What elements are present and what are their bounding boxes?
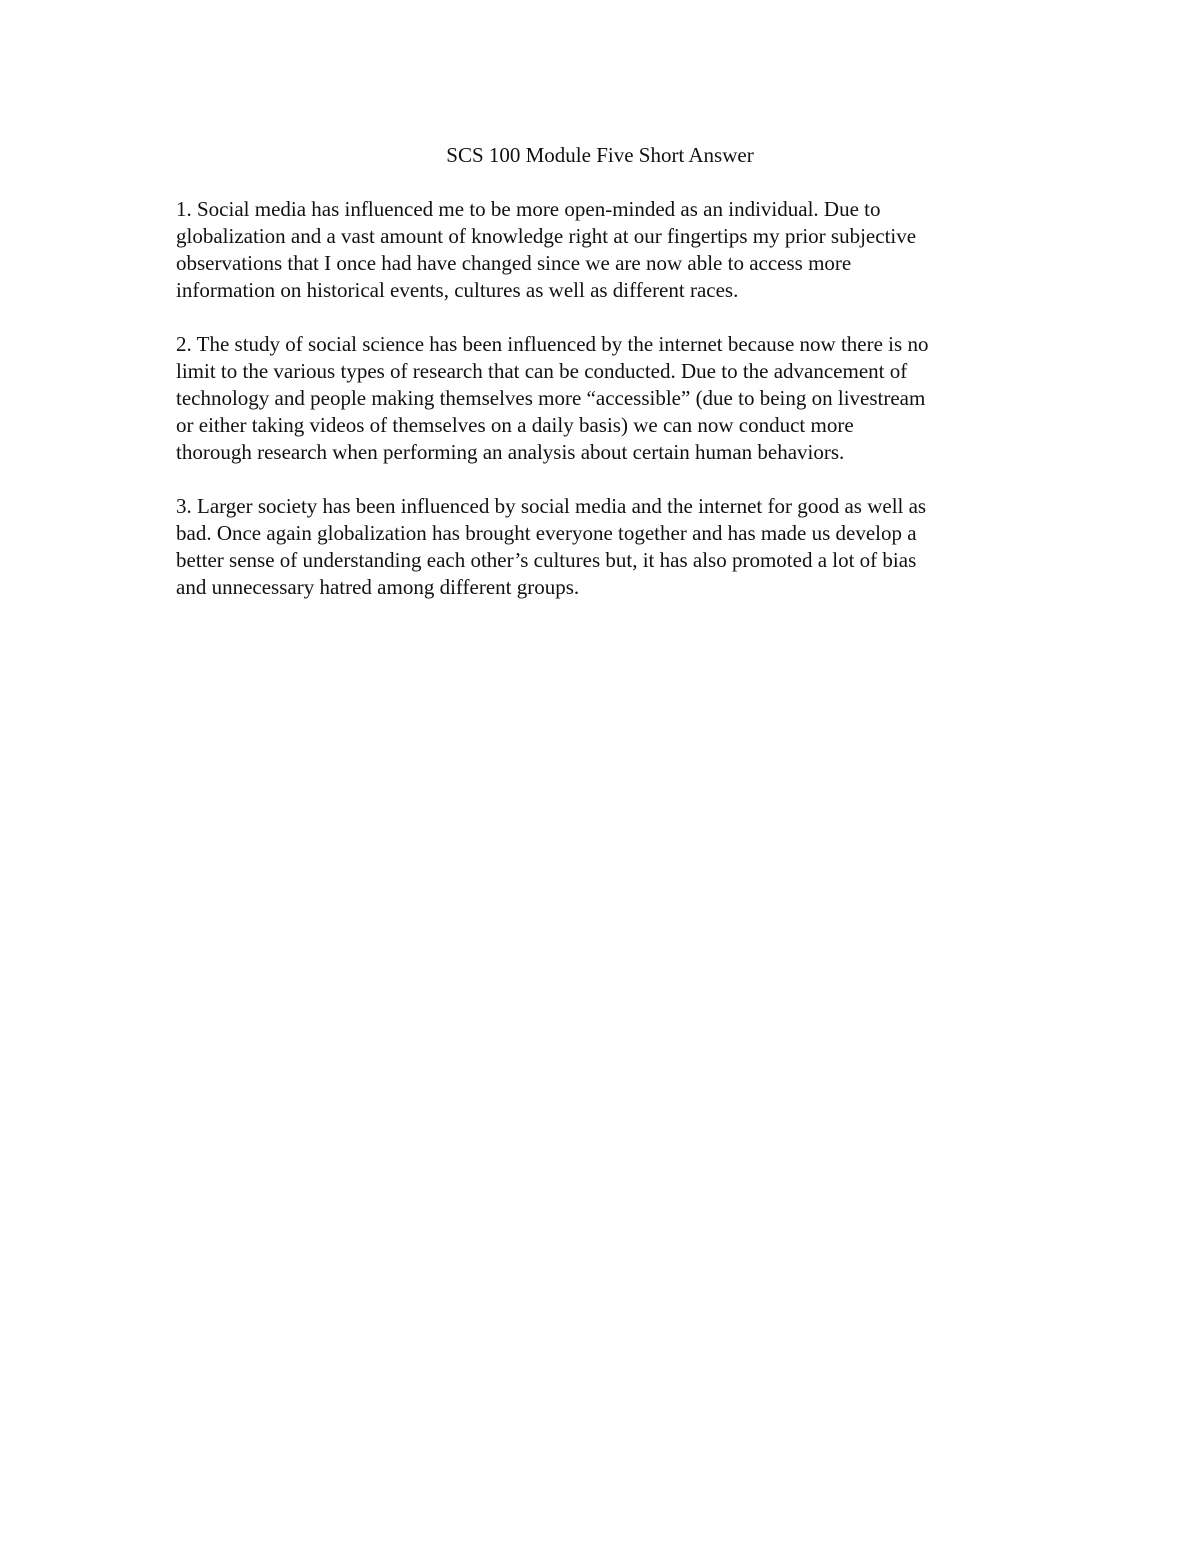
answer-line: 2. The study of social science has been influenced by the internet because now there is no: [176, 332, 929, 356]
answer-line: thorough research when performing an analysis about certain human behaviors.: [176, 440, 845, 464]
answer-2: [176, 331, 1036, 466]
answer-line: bad. Once again globalization has brought everyone together and has made us develop a: [176, 521, 917, 545]
document-body: [176, 142, 1036, 628]
answer-line: information on historical events, cultures as well as different races.: [176, 278, 739, 302]
answer-line: and unnecessary hatred among different groups.: [176, 575, 580, 599]
answer-line: globalization and a vast amount of knowledge right at our fingertips my prior subjective: [176, 224, 917, 248]
answer-line: technology and people making themselves more “accessible” (due to being on livestream: [176, 386, 926, 410]
answer-line: 1. Social media has influenced me to be more open-minded as an individual. Due to: [176, 197, 881, 221]
answer-line: limit to the various types of research that can be conducted. Due to the advancement of: [176, 359, 908, 383]
answer-line: 3. Larger society has been influenced by social media and the internet for good as well as: [176, 494, 927, 518]
answer-3: [176, 493, 1036, 601]
document-title: SCS 100 Module Five Short Answer: [446, 143, 754, 167]
answer-line: better sense of understanding each other’s cultures but, it has also promoted a lot of bias: [176, 548, 917, 572]
answer-line: or either taking videos of themselves on a daily basis) we can now conduct more: [176, 413, 854, 437]
answer-line: observations that I once had have changed since we are now able to access more: [176, 251, 852, 275]
answer-1: [176, 196, 1036, 304]
